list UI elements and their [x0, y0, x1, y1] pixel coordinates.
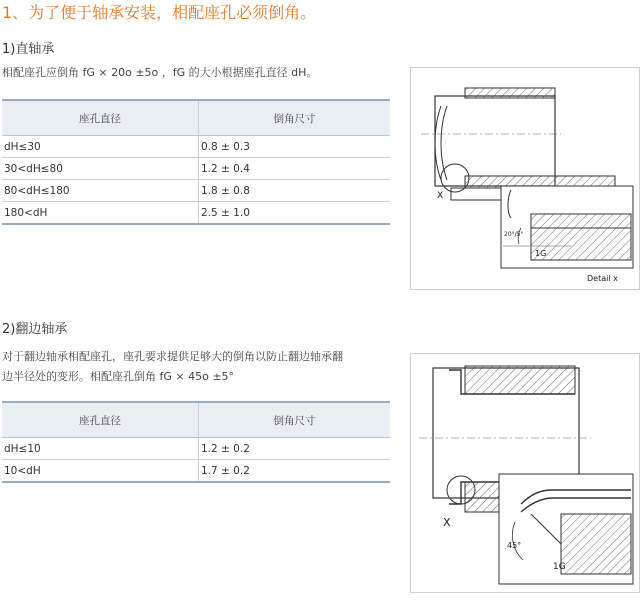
- table-cell: dH≤10: [2, 438, 199, 460]
- flanged-bearing-figure: [410, 353, 640, 593]
- table-cell: 180<dH: [2, 202, 199, 225]
- table-cell: dH≤30: [2, 136, 199, 158]
- table-cell: 2.5 ± 1.0: [199, 202, 391, 225]
- section1-chamfer-table: [2, 99, 390, 225]
- page-title: 1、为了便于轴承安装，相配座孔必须倒角。: [2, 3, 317, 22]
- figure1-detail-label: Detail x: [587, 274, 618, 283]
- figure2-angle-label: 45°: [507, 541, 522, 550]
- figure2-fg-label: 1G: [553, 562, 566, 572]
- table-row: [2, 202, 390, 225]
- figure1-angle-label: 20°/5°: [504, 231, 524, 238]
- straight-bearing-figure: [410, 67, 640, 290]
- table-cell: 1.7 ± 0.2: [199, 460, 391, 483]
- table-cell: 30<dH≤80: [2, 158, 199, 180]
- table-header-row: [2, 402, 390, 438]
- table-cell: 1.2 ± 0.2: [199, 438, 391, 460]
- section2-chamfer-table: [2, 401, 390, 483]
- figure1-fg-label: 1G: [535, 249, 547, 258]
- table-cell: 1.8 ± 0.8: [199, 180, 391, 202]
- section2-description-line2: 边半径处的变形。相配座孔倒角 fG × 45o ±5°: [2, 370, 235, 383]
- table-header-row: [2, 100, 390, 136]
- table-row: [2, 180, 390, 202]
- table-cell: 10<dH: [2, 460, 199, 483]
- section1-description: 相配座孔应倒角 fG × 20o ±5o ，fG 的大小根据座孔直径 dH。: [2, 66, 318, 79]
- figure2-x-label: X: [443, 516, 451, 529]
- figure1-x-label: X: [437, 191, 444, 201]
- table-cell: 1.2 ± 0.4: [199, 158, 391, 180]
- section1-heading: 1)直轴承: [2, 42, 55, 57]
- table-row: [2, 438, 390, 460]
- table-header-bore-diameter: 座孔直径: [2, 100, 199, 136]
- table-row: [2, 460, 390, 483]
- table-cell: 80<dH≤180: [2, 180, 199, 202]
- section2-heading: 2)翻边轴承: [2, 322, 68, 337]
- table-header-bore-diameter: 座孔直径: [2, 402, 199, 438]
- table-cell: 0.8 ± 0.3: [199, 136, 391, 158]
- table-row: [2, 158, 390, 180]
- table-header-chamfer-size: 倒角尺寸: [199, 100, 391, 136]
- table-header-chamfer-size: 倒角尺寸: [199, 402, 391, 438]
- table-row: [2, 136, 390, 158]
- section2-description-line1: 对于翻边轴承相配座孔，座孔要求提供足够大的倒角以防止翻边轴承翻: [2, 350, 343, 363]
